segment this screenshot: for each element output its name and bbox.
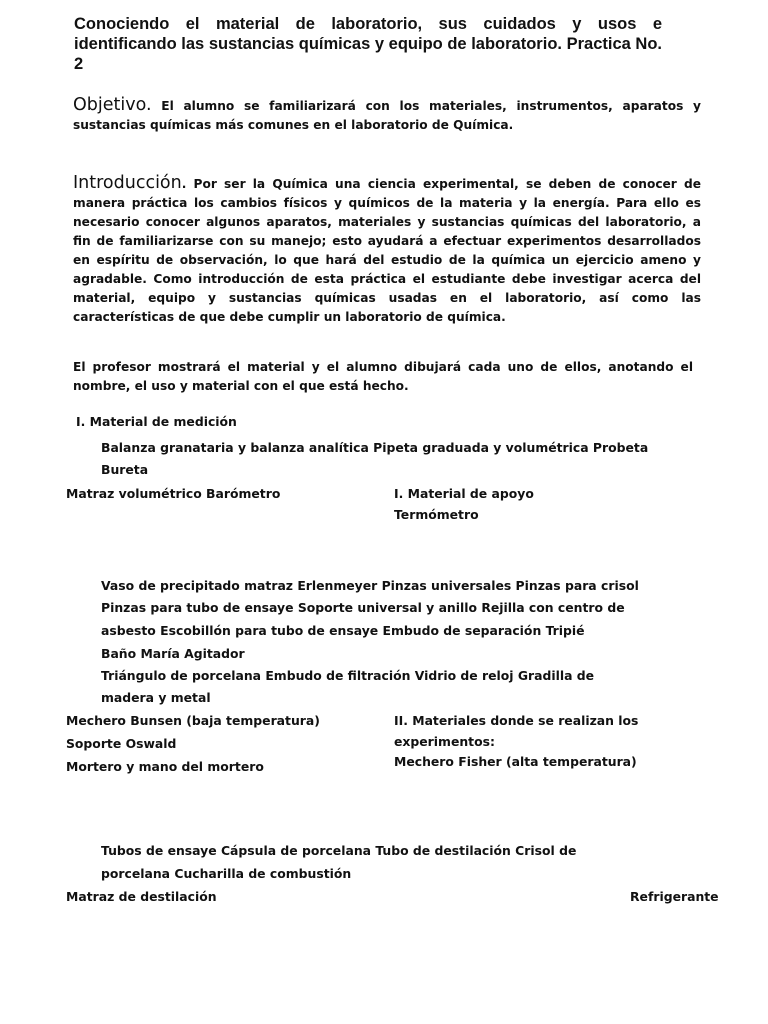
- introduction-text: . Por ser la Química una ciencia experimental, se deben de conocer de manera práctica los cambios físicos y químicos de la materia y la energía. Para ello es necesario conocer algunos aparatos, materiales y sustancias químicas del laboratorio, a fin de familiarizarse con su manejo; esto ayudará a efectuar experimentos desarrollados en espíritu de observación, lo que hará del estudio de la química un ejercicio ameno y agradable. Como introducción de esta práctica el estudiante debe investigar acerca del material, equipo y sustancias químicas usadas en el laboratorio, así como las características de que debe cumplir un laboratorio de química.: [73, 177, 701, 324]
- list-line: Mortero y mano del mortero: [66, 759, 264, 774]
- section-heading-apoyo: I. Material de apoyo: [394, 486, 534, 501]
- list-line: Tubos de ensaye Cápsula de porcelana Tubo de destilación Crisol de: [101, 843, 577, 858]
- introduction-heading: Introducción: [73, 173, 182, 193]
- list-line: Matraz de destilación: [66, 889, 217, 904]
- list-line: Mechero Bunsen (baja temperatura): [66, 713, 320, 728]
- list-line: Baño María Agitador: [101, 646, 245, 661]
- section-heading-experimentos: II. Materiales donde se realizan los: [394, 713, 639, 728]
- introduction-paragraph: [73, 174, 701, 327]
- list-line: Soporte Oswald: [66, 736, 177, 751]
- list-line: Matraz volumétrico Barómetro: [66, 486, 281, 501]
- document-title: Conociendo el material de laboratorio, sus cuidados y usos e identificando las sustancias químicas y equipo de laboratorio. Practica No. 2: [74, 15, 662, 73]
- list-line: madera y metal: [101, 690, 211, 705]
- list-line: Pinzas para tubo de ensaye Soporte universal y anillo Rejilla con centro de: [101, 600, 625, 615]
- list-line: porcelana Cucharilla de combustión: [101, 866, 352, 881]
- objective-text: El alumno se familiarizará con los materiales, instrumentos, aparatos y sustancias químicas más comunes en el laboratorio de Química.: [73, 99, 701, 132]
- list-line: Bureta: [101, 462, 149, 477]
- list-line: asbesto Escobillón para tubo de ensaye Embudo de separación Tripié: [101, 623, 585, 638]
- section-heading-experimentos-cont: experimentos:: [394, 734, 495, 749]
- list-line: Mechero Fisher (alta temperatura): [394, 754, 637, 769]
- list-line: Triángulo de porcelana Embudo de filtración Vidrio de reloj Gradilla de: [101, 668, 595, 683]
- list-line: Vaso de precipitado matraz Erlenmeyer Pinzas universales Pinzas para crisol: [101, 578, 639, 593]
- objective-heading: Objetivo.: [73, 95, 152, 115]
- objective-paragraph: [73, 96, 701, 135]
- list-line: Termómetro: [394, 507, 479, 522]
- list-line: Balanza granataria y balanza analítica Pipeta graduada y volumétrica Probeta: [101, 440, 649, 455]
- list-line: Refrigerante: [630, 889, 719, 904]
- section-heading-medicion: I. Material de medición: [76, 414, 237, 429]
- instructions-paragraph: El profesor mostrará el material y el alumno dibujará cada uno de ellos, anotando el nombre, el uso y material con el que está hecho.: [73, 360, 693, 393]
